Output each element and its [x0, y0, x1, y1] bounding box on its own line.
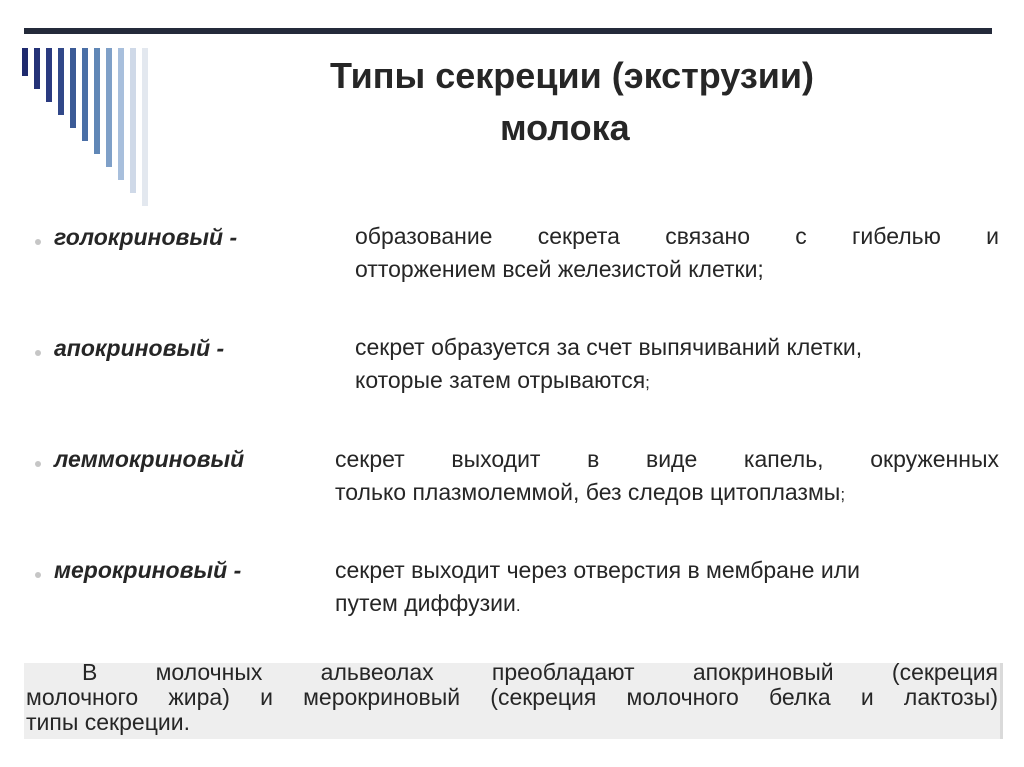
decorative-stripe — [130, 48, 136, 193]
decorative-stripe — [58, 48, 64, 115]
decorative-stripe — [46, 48, 52, 102]
desc-line: только плазмолеммой, без следов цитоплазмы — [335, 479, 841, 505]
decorative-stripes — [22, 48, 172, 208]
footer-line-1: В молочных альвеолах преобладают апокриновый (секреция — [82, 659, 998, 685]
desc-line-end: ; — [645, 373, 650, 392]
footer-line-2: молочного жира) и мерокриновый (секреция молочного белка и лактозы) — [26, 684, 998, 710]
term-holocrine: голокриновый - — [54, 224, 238, 250]
desc-line: путем диффузии — [335, 590, 516, 616]
desc-line: секрет выходит в виде капель, окруженных — [335, 446, 999, 472]
term-merocrine: мерокриновый - — [54, 557, 242, 583]
desc-line: которые затем отрываются — [355, 367, 646, 393]
desc-holocrine — [355, 220, 999, 286]
title-line-2: молока — [500, 107, 630, 148]
bullet-icon — [35, 239, 41, 245]
footer-line-3: типы секреции. — [26, 709, 190, 735]
title-line-1: Типы секреции (экструзии) — [330, 55, 814, 96]
decorative-stripe — [82, 48, 88, 141]
desc-lemmocrine — [335, 443, 999, 511]
decorative-stripe — [22, 48, 28, 76]
decorative-stripe — [118, 48, 124, 180]
desc-apocrine — [355, 331, 999, 399]
footer-paragraph — [26, 660, 998, 735]
top-rule — [24, 28, 992, 34]
decorative-stripe — [34, 48, 40, 89]
decorative-stripe — [142, 48, 148, 206]
decorative-stripe — [94, 48, 100, 154]
desc-line: отторжением всей железистой клетки; — [355, 256, 764, 282]
term-apocrine: апокриновый - — [54, 335, 225, 361]
desc-line: образование секрета связано с гибелью и — [355, 223, 999, 249]
bullet-icon — [35, 572, 41, 578]
desc-line-end: ; — [840, 485, 846, 504]
bullet-icon — [35, 350, 41, 356]
desc-line: секрет выходит через отверстия в мембране или — [335, 557, 860, 583]
desc-line-end: . — [515, 596, 521, 615]
desc-line: секрет образуется за счет выпячиваний клетки, — [355, 334, 863, 360]
desc-merocrine — [335, 554, 999, 622]
page-title — [330, 50, 930, 154]
bullet-icon — [35, 461, 41, 467]
decorative-stripe — [106, 48, 112, 167]
term-lemmocrine: леммокриновый — [54, 446, 245, 472]
decorative-stripe — [70, 48, 76, 128]
